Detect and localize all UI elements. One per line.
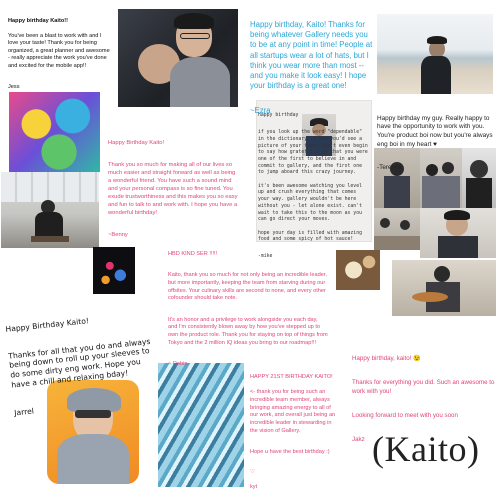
note-robin-p1: Kaito, thank you so much for not only being an incredible leader, but more importantly, keeping the team from starving during our offsites. Your culinary skills are second to none, and every other cofounder should take note. [168,272,327,302]
note-jarrel-signature: Jarrel [13,406,35,418]
kaito-signature: (Kaito) [372,429,480,469]
note-benny-body: Thank you so much for making all of our lives so much easier and straight forward as well as being a wonderful friend. You have such a sound mind and your personal compass is so fine tuned. You exude trustworthiness and this makes you so easy and fun to talk to and work with. I hope you have a wonderful birthday! [108,161,238,216]
note-ezra-body: Happy birthday, Kaito! Thanks for being whatever Gallery needs you to be at any point in time! People at all startups wear a lot of hats, but I think you wear more than most -- and you make it look easy! I hope your birthday is a great one! [250,20,373,90]
note-jess-signature: Jess [8,83,20,90]
note-kyt-heading: HAPPY 21ST BIRTHDAY KAITO! [250,373,333,380]
note-robin [168,243,328,377]
note-robin-p2: It's an honor and a privilege to work alongside you each day, and I'm consistently blown away by how you've stepped up to own the product role. Thank you for staying on top of things from Tokyo and the 2 million IQ ideas you bring to our roadmap!!! [168,316,328,346]
note-jakz-heading: Happy birthday, kaito! 😉 [352,354,421,362]
note-robin-signature: ~ Robin [168,361,188,368]
photo-crystal [158,363,244,487]
photo-meeting [374,208,420,250]
photo-man-glasses [420,208,496,258]
note-jarrel-heading: Happy Birthday Kaito! [5,316,90,334]
photo-ukulele [392,260,496,316]
note-jarrel [4,299,165,428]
note-mike-signature: -mike [258,253,273,259]
note-mike-body: if you look up the word "dependable" in the dictionary, i bet you'd see a picture of your face! can't even begin to say how grateful i am that you were one of the first to believe in and commit to gallery, and the first one to jump aboard this crazy journey. it's been awesome watching you level up and crush everything that comes your way. gallery wouldn't be here without you - let alone exist. can't wait to take this to the moon as you can go direct your moves. hope your day is filled with amazing food and some spicy of hot sauce! [258,130,368,243]
note-terence-body: Happy birthday my guy. Really happy to have the opportunity to work with you. You're product boi now but you're always eng boi in my heart ♥ [377,114,493,148]
note-benny-signature: ~Benny [108,231,128,238]
note-jess-body: You've been a blast to work with and I love your taste! Thank you for being organized, a great planner and awesome - really appreciate the work you've done and excited for the mobile app!! [8,32,110,69]
note-kyt-body: <- thank you for being such an incredible team member, always bringing amazing energy to all of our work, and overall just being an incredible leader in stewarding in the vision of Gallery. [250,389,336,434]
note-kyt-signature: kyt [250,484,258,491]
photo-office [1,172,99,248]
note-jakz-signature: Jakz [352,436,365,444]
note-mike-heading: happy birthday [258,112,299,118]
note-kyt-closing: Hope u have the best birthday :) [250,449,330,456]
note-benny-heading: Happy Birthday Kaito! [108,139,165,146]
heart-icon: ♡ [250,468,256,475]
note-benny [108,132,240,248]
note-jarrel-body: Thanks for all that you do and always being down to roll up your sleeves to do some dirty eng work. Hope you have a chill and relaxing bday! [7,336,151,390]
note-terence [377,106,495,181]
photo-beach [377,14,493,94]
note-jakz-p1: Thanks for everything you did. Such an awesome to work with you! [352,379,495,395]
photo-painting [9,92,100,172]
photo-abstract-dark [93,247,135,294]
note-ezra-signature: ~Ezra [250,106,271,116]
note-jess-heading: Happy birthday Kaito!! [8,17,68,24]
photo-fist-portrait [118,9,238,107]
note-jess [8,10,110,99]
note-kyt [250,366,338,493]
note-terence-signature: -Terence [377,163,402,171]
note-robin-heading: HBD KIND SER !!!!! [168,250,218,257]
note-jakz-p2: Looking forward to meet with you soon [352,412,458,420]
